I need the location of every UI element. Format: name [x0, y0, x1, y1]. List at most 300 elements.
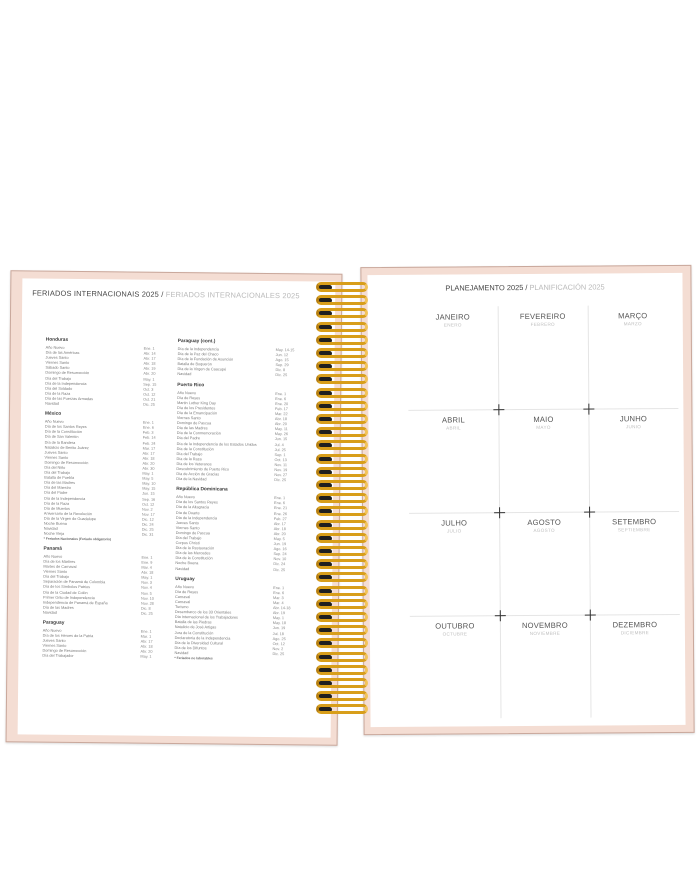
planning-title-pt: PLANEJAMENTO 2025: [445, 283, 524, 293]
holiday-name: Día de la Raza: [176, 456, 202, 462]
holiday-date: Ene. 6: [142, 425, 154, 431]
holiday-date: Sep. 16: [142, 497, 156, 502]
month-cell: [410, 615, 501, 719]
holiday-note: * Feriados no laborables: [174, 655, 213, 661]
holiday-date: Abr. 20: [142, 461, 155, 466]
holiday-name: Noche Buena: [175, 561, 199, 566]
holiday-date: May. 1: [272, 616, 284, 621]
holiday-date: Oct. 12: [143, 392, 156, 397]
holiday-date: Sep. 29: [275, 363, 289, 368]
spiral-ring: [316, 652, 368, 662]
holiday-name: Día de la Constitución: [175, 556, 213, 561]
holiday-date: Nov. 2: [272, 646, 284, 651]
country-heading: México: [44, 411, 62, 417]
holiday-date: Nov. 19: [274, 468, 288, 473]
holiday-date: Ene. 9: [141, 560, 153, 565]
holiday-date: Abr. 17: [143, 356, 156, 361]
holiday-name: Día de la Ciudad de Colón: [43, 590, 88, 595]
holiday-name: Descubrimiento de Puerto Rico: [176, 466, 229, 472]
holiday-date: Nov. 10: [273, 557, 287, 562]
holiday-date: Abr. 20: [273, 531, 286, 537]
spiral-ring: [316, 546, 368, 556]
holiday-name: Batalla de las Piedras: [174, 620, 212, 625]
holiday-date: Ene. 26: [273, 511, 288, 516]
holiday-name: Día de la Independencia: [175, 515, 218, 521]
holiday-name: Año Nuevo: [43, 554, 63, 559]
holiday-name: Día del Trabajador: [42, 654, 74, 659]
month-cell: [408, 409, 499, 513]
holiday-date: Dic. 25: [274, 478, 287, 483]
spiral-ring: [316, 612, 368, 622]
holiday-name: Año Nuevo: [42, 628, 62, 633]
holiday-name: Día de Acción de Gracias: [176, 472, 220, 477]
holiday-name: Día de la Virgen de Caacupé: [177, 367, 227, 372]
planning-title: [367, 282, 682, 293]
holiday-date: May. 1: [142, 471, 154, 476]
holiday-date: Abr. 17: [273, 521, 286, 526]
holiday-date: Sep. 1: [274, 452, 286, 457]
holiday-date: Jul. 18: [272, 631, 284, 636]
holiday-date: Dic. 25: [273, 567, 286, 572]
holiday-name: Día de la Independencia de los Estados Unidos: [176, 441, 257, 447]
holiday-date: May. 11: [274, 427, 288, 432]
month-cell: [500, 615, 591, 719]
holiday-name: Domingo de Resurrección: [44, 460, 89, 465]
holiday-date: Jun. 19: [272, 626, 286, 631]
holiday-name: Viernes Santo: [44, 455, 69, 460]
holiday-name: Día de los Presidentes: [177, 405, 216, 411]
spiral-ring: [316, 493, 368, 503]
holidays-column-2: [174, 334, 295, 662]
holiday-date: Abr. 18: [140, 644, 153, 650]
holiday-date: Abr. 18: [143, 361, 156, 367]
holiday-date: Feb. 14: [142, 436, 156, 441]
holiday-name: Carnaval: [174, 599, 191, 605]
holiday-date: Nov. 27: [274, 473, 288, 478]
holiday-date: May. 26: [274, 432, 289, 437]
holiday-date: Ene. 1: [140, 629, 152, 634]
holiday-name: Día de la Conmemoración: [176, 431, 221, 436]
spiral-ring: [316, 678, 368, 688]
holiday-name: Corpus Christi: [175, 541, 200, 546]
spiral-ring: [316, 361, 368, 371]
spiral-ring: [316, 322, 368, 332]
holiday-date: Dic. 8: [140, 606, 151, 611]
holiday-date: Feb. 27: [273, 516, 287, 521]
spiral-ring: [316, 638, 368, 648]
holiday-date: Dic. 25: [272, 651, 285, 657]
holiday-date: Dic. 25: [140, 611, 153, 616]
month-cell: [588, 408, 679, 512]
holiday-date: Dic. 25: [141, 527, 154, 532]
holiday-date: Jun. 19: [273, 542, 287, 547]
holiday-name: Día de los Símbolos Patrios: [43, 585, 91, 590]
month-cell: [408, 306, 499, 410]
month-cell: [409, 512, 500, 616]
holiday-date: Nov. 4: [141, 586, 152, 591]
holiday-date: Abr. 18: [274, 417, 288, 422]
holiday-name: Día de la Restauración: [175, 546, 215, 551]
holiday-date: Abr. 30: [142, 466, 155, 471]
right-page: [360, 265, 694, 735]
month-name-pt: MAIO: [533, 414, 554, 424]
holiday-date: Abr. 18: [142, 456, 155, 461]
holiday-date: Abr. 19: [272, 611, 285, 616]
holiday-date: Nov. 3: [141, 581, 152, 586]
holiday-name: Día de las Madres: [42, 605, 74, 610]
country-heading: Panamá: [43, 546, 62, 552]
holiday-name: Martin Luther King Day: [177, 400, 216, 406]
spiral-ring: [316, 533, 368, 543]
holiday-row: [43, 611, 161, 617]
month-name-pt: AGOSTO: [527, 517, 561, 528]
month-name-es: AGOSTO: [533, 527, 555, 533]
holiday-date: Dic. 31: [141, 532, 154, 537]
holiday-name: Turismo: [174, 605, 189, 610]
holidays-title-pt: FERIADOS INTERNACIONAIS 2025: [32, 288, 160, 299]
holiday-date: Jul. 25: [274, 447, 286, 452]
holiday-date: Abr. 14-18: [272, 606, 291, 611]
holiday-date: Abr. 20: [140, 650, 153, 655]
holiday-name: Viernes Santo: [42, 643, 67, 649]
holiday-date: Ene. 6: [273, 590, 285, 595]
holiday-date: Jun. 15: [274, 437, 288, 442]
year-planning-grid: [408, 305, 681, 719]
holiday-date: Ago. 15: [275, 358, 289, 363]
holiday-name: Declaratoria de la Independencia: [174, 635, 231, 641]
spiral-ring: [316, 282, 368, 292]
spiral-binding: [316, 282, 372, 732]
month-name-pt: NOVEMBRO: [521, 620, 568, 631]
month-name-pt: JULHO: [441, 518, 468, 528]
month-name-es: DICIEMBRE: [620, 630, 650, 636]
country-heading: Puerto Rico: [177, 382, 205, 388]
holiday-date: Oct. 12: [142, 502, 155, 507]
month-cell: [588, 305, 679, 409]
holiday-date: Oct. 13: [274, 457, 287, 462]
holiday-date: Oct. 21: [143, 397, 156, 402]
holiday-date: Ene. 1: [275, 391, 287, 396]
month-name-es: SEPTIEMBRE: [617, 527, 651, 533]
holiday-name: Primer Grito de Independencia: [43, 595, 95, 600]
month-cell: [498, 306, 589, 410]
holiday-name: Navidad: [174, 650, 189, 656]
month-name-es: ABRIL: [446, 425, 461, 431]
holiday-date: Dic. 24: [141, 522, 154, 527]
holiday-name: Día del Soldado: [45, 386, 73, 391]
holiday-date: Dic. 25: [275, 373, 288, 378]
holiday-name: Viernes Santo: [43, 569, 68, 575]
holiday-date: Jun. 15: [142, 492, 155, 497]
month-cell: [590, 614, 681, 718]
holiday-name: Año Nuevo: [177, 390, 197, 395]
holiday-date: Nov. 2: [141, 507, 153, 512]
holiday-name: Separación de Panamá de Colombia: [43, 579, 106, 585]
spiral-ring: [316, 308, 368, 318]
holiday-date: Feb. 17: [275, 406, 288, 412]
holiday-name: Viernes Santo: [45, 360, 70, 366]
month-name-es: OCTUBRE: [442, 631, 468, 637]
holiday-date: Mar. 3: [273, 595, 284, 600]
holiday-name: Día de Duarte: [175, 510, 200, 515]
holiday-date: Mar. 22: [274, 411, 288, 417]
holiday-name: Día de las Fuerzas Armadas: [45, 396, 94, 402]
holiday-name: Día del Maestro: [44, 485, 72, 491]
holiday-name: Natalicio de José Artigas: [174, 625, 217, 630]
holiday-date: Ene. 20: [275, 401, 289, 406]
holiday-name: Día de la Altagracia: [175, 505, 209, 510]
holiday-name: Día de los Santos Reyes: [44, 424, 87, 430]
spiral-ring: [316, 691, 368, 701]
holiday-name: Día de la Navidad: [176, 477, 207, 482]
holiday-date: Abr. 19: [143, 367, 156, 372]
month-name-pt: FEVEREIRO: [519, 311, 566, 322]
holiday-name: Día del Trabajo: [175, 536, 202, 541]
spiral-ring: [316, 440, 368, 450]
spiral-ring: [316, 427, 368, 437]
holiday-name: Domingo de Pascua: [176, 421, 212, 426]
holiday-name: Día de las Mercedes: [175, 551, 211, 556]
holiday-name: Año Nuevo: [45, 345, 65, 350]
holiday-row: [175, 567, 293, 573]
holiday-name: Viernes Santo: [176, 416, 201, 421]
holiday-note: * Feriados Nacionales (Feriado obligatorio): [43, 536, 111, 542]
holiday-name: Día de los Veteranos: [176, 461, 212, 467]
holiday-name: Día del Trabajo: [45, 376, 72, 381]
holiday-name: Día Internacional de los Trabajadores: [174, 615, 238, 620]
holiday-name: Jueves Santo: [45, 355, 69, 361]
spiral-ring: [316, 665, 368, 675]
holiday-name: Día de la Emancipación: [176, 410, 218, 416]
holiday-name: Día de Muertos: [43, 506, 70, 511]
holiday-name: Día de los Santos Reyes: [176, 500, 218, 505]
holiday-name: Día de la Virgen de Guadalupe: [43, 516, 96, 522]
holiday-name: Viernes Santo: [175, 525, 200, 531]
holiday-date: Abr. 20: [143, 372, 156, 377]
holiday-date: May. 1: [140, 655, 152, 660]
holiday-date: Feb. 24: [142, 441, 156, 446]
holiday-date: Ene. 21: [273, 506, 288, 511]
holidays-title: [32, 289, 325, 301]
month-name-es: JULIO: [446, 528, 462, 534]
holiday-name: Desembarco de los 33 Orientales: [174, 610, 232, 615]
holiday-name: Domingo de Resurrección: [45, 371, 90, 376]
holiday-date: Abr. 18: [141, 570, 154, 575]
holidays-title-es: FERIADOS INTERNACIONALES 2025: [165, 289, 300, 301]
holiday-date: Ene. 6: [274, 501, 286, 506]
holiday-date: Ene. 1: [141, 555, 153, 560]
spiral-ring: [316, 506, 368, 516]
holiday-row: [45, 402, 163, 408]
holiday-name: Domingo de Resurrección: [42, 649, 87, 654]
holiday-name: Noche Buena: [43, 521, 67, 526]
month-name-es: MARZO: [623, 321, 642, 327]
holiday-name: Día de la Independencia: [44, 496, 86, 501]
holiday-date: May. 14-15: [275, 348, 295, 353]
spiral-ring: [316, 559, 368, 569]
spiral-ring: [316, 374, 368, 384]
holiday-name: Día de la Constitución: [44, 429, 82, 435]
holiday-date: Dic. 12: [141, 517, 154, 522]
month-name-es: FEBRERO: [530, 321, 555, 327]
holiday-name: Día de las Madres: [44, 480, 76, 486]
holiday-date: Abr. 18: [273, 526, 286, 531]
holiday-name: Día del Padre: [176, 436, 200, 441]
holiday-date: Nov. 5: [141, 591, 152, 596]
spiral-ring: [316, 572, 368, 582]
holiday-date: Mar. 4: [272, 600, 284, 606]
month-name-pt: JANEIRO: [435, 312, 470, 322]
holiday-name: Día de la Fundación de Asunción: [177, 357, 234, 362]
holiday-name: Año Nuevo: [44, 419, 64, 424]
holiday-name: Día del Niño: [44, 465, 66, 470]
country-heading: Paraguay (cont.): [177, 339, 216, 345]
holiday-name: Navidad: [43, 526, 58, 531]
spiral-ring: [316, 520, 368, 530]
holiday-date: Jul. 4: [274, 442, 284, 447]
holiday-date: Abr. 20: [274, 422, 287, 427]
month-name-es: ENERO: [443, 322, 462, 328]
spiral-ring: [316, 388, 368, 398]
holiday-name: Batalla de Boquerón: [177, 362, 212, 367]
holiday-date: Sep. 24: [273, 552, 287, 557]
holiday-name: Día de Reyes: [177, 395, 201, 400]
title-separator: /: [158, 289, 166, 299]
holiday-name: Martes de Carnaval: [43, 564, 77, 570]
holiday-date: Nov. 28: [140, 601, 154, 606]
holiday-name: Día del Trabajo: [43, 574, 70, 580]
spiral-ring: [316, 348, 368, 358]
country-heading: Honduras: [45, 337, 69, 343]
holiday-date: Mar. 4: [141, 565, 152, 570]
spiral-ring: [316, 704, 368, 714]
holiday-date: Sep. 15: [143, 382, 157, 387]
holiday-date: Oct. 12: [272, 641, 285, 646]
holiday-name: Día de las Madres: [176, 426, 208, 431]
holiday-row: [42, 654, 160, 660]
month-cell: [499, 512, 590, 616]
holiday-name: Navidad: [42, 610, 57, 615]
holiday-date: May. 1: [141, 575, 153, 581]
month-cell: [498, 409, 589, 513]
spiral-ring: [316, 480, 368, 490]
month-name-es: MAYO: [536, 424, 551, 430]
holiday-name: Navidad: [175, 566, 190, 571]
holiday-date: Ene. 1: [273, 585, 285, 590]
holiday-row: [177, 372, 295, 378]
holiday-date: Mar. 1: [140, 634, 152, 639]
holiday-name: Aniversario de la Revolución: [43, 511, 93, 516]
country-heading: República Dominicana: [176, 487, 228, 493]
holiday-name: Día de los Mártires: [43, 559, 76, 564]
holiday-row: [176, 477, 294, 483]
holiday-date: Feb. 3: [142, 430, 154, 436]
holiday-name: Jueves Santo: [42, 638, 66, 644]
spiral-ring: [316, 586, 368, 596]
holiday-date: Dic. 24: [273, 562, 286, 567]
holiday-name: Día del Trabajo: [44, 470, 71, 475]
country-heading: Uruguay: [175, 576, 195, 582]
holiday-name: Día de los Difuntos: [174, 645, 207, 651]
holiday-name: Día del Padre: [44, 491, 68, 496]
holiday-name: Día de la Constitución: [176, 446, 214, 452]
holiday-date: Abr. 14: [143, 351, 156, 356]
holiday-name: Día de las Américas: [45, 350, 80, 356]
spiral-ring: [316, 295, 368, 305]
holiday-name: Día de la Raza: [45, 391, 71, 396]
spiral-ring: [316, 454, 368, 464]
title-separator: /: [523, 282, 530, 293]
holiday-name: Batalla de Puebla: [44, 475, 75, 481]
holiday-date: Nov. 11: [274, 462, 288, 468]
holiday-date: Ene. 6: [275, 396, 287, 401]
month-name-es: JUNIO: [625, 424, 642, 430]
holiday-name: Día de la Diversidad Cultural: [174, 640, 223, 646]
spiral-ring: [316, 401, 368, 411]
holiday-date: Ene. 1: [142, 420, 154, 425]
holiday-name: Día de la Bandera: [44, 440, 76, 445]
holiday-name: Navidad: [177, 372, 192, 377]
month-name-pt: MARÇO: [618, 311, 648, 321]
left-page: [6, 270, 343, 745]
holiday-date: May. 15: [142, 487, 156, 492]
holiday-name: Día de Reyes: [175, 589, 199, 595]
month-name-pt: ABRIL: [441, 415, 465, 425]
holiday-date: Ago. 25: [272, 636, 286, 641]
holiday-name: Carnaval: [175, 594, 191, 600]
holiday-date: Jun. 12: [275, 353, 289, 358]
month-name-pt: DEZEMBRO: [612, 620, 658, 630]
month-name-pt: SETEMBRO: [612, 517, 657, 527]
holiday-date: May. 18: [272, 621, 287, 626]
holiday-name: Año Nuevo: [176, 495, 195, 500]
holidays-column-1: [42, 333, 163, 661]
spiral-ring: [316, 599, 368, 609]
holiday-date: Ene. 1: [143, 346, 155, 351]
month-name-es: NOVIEMBRE: [529, 630, 561, 636]
spiral-ring: [316, 625, 368, 635]
holiday-date: Dic. 8: [275, 368, 286, 373]
holiday-date: Mar. 17: [142, 446, 156, 451]
month-cell: [589, 511, 680, 615]
holiday-date: Ago. 16: [273, 547, 287, 552]
holiday-date: Nov. 17: [141, 512, 155, 517]
holiday-date: Nov. 10: [141, 596, 154, 601]
holiday-date: May. 5: [142, 476, 154, 481]
holiday-date: May. 5: [273, 537, 285, 542]
holiday-date: May. 10: [142, 481, 156, 487]
holiday-name: Noche Vieja: [43, 531, 65, 537]
holiday-date: Abr. 17: [140, 639, 153, 644]
spiral-ring: [316, 335, 368, 345]
right-page-sheet: [367, 273, 685, 727]
spiral-ring: [316, 414, 368, 424]
holiday-name: Sábado Santo: [45, 366, 70, 371]
holiday-name: Año Nuevo: [175, 584, 194, 589]
spiral-ring: [316, 467, 368, 477]
holiday-name: Natalicio de Benito Juárez: [44, 445, 89, 450]
left-page-sheet: [18, 278, 336, 737]
holiday-date: May. 1: [143, 377, 155, 382]
holiday-name: Día de la Paz del Chaco: [177, 352, 219, 357]
holiday-date: Oct. 3: [143, 387, 154, 392]
holiday-date: Dic. 25: [143, 402, 155, 407]
month-name-pt: JUNHO: [619, 414, 648, 424]
holiday-name: Navidad: [45, 401, 60, 406]
planning-title-es: PLANIFICACIÓN 2025: [529, 282, 605, 292]
holiday-date: Abr. 17: [142, 451, 155, 456]
month-name-pt: OUTUBRO: [435, 621, 475, 631]
